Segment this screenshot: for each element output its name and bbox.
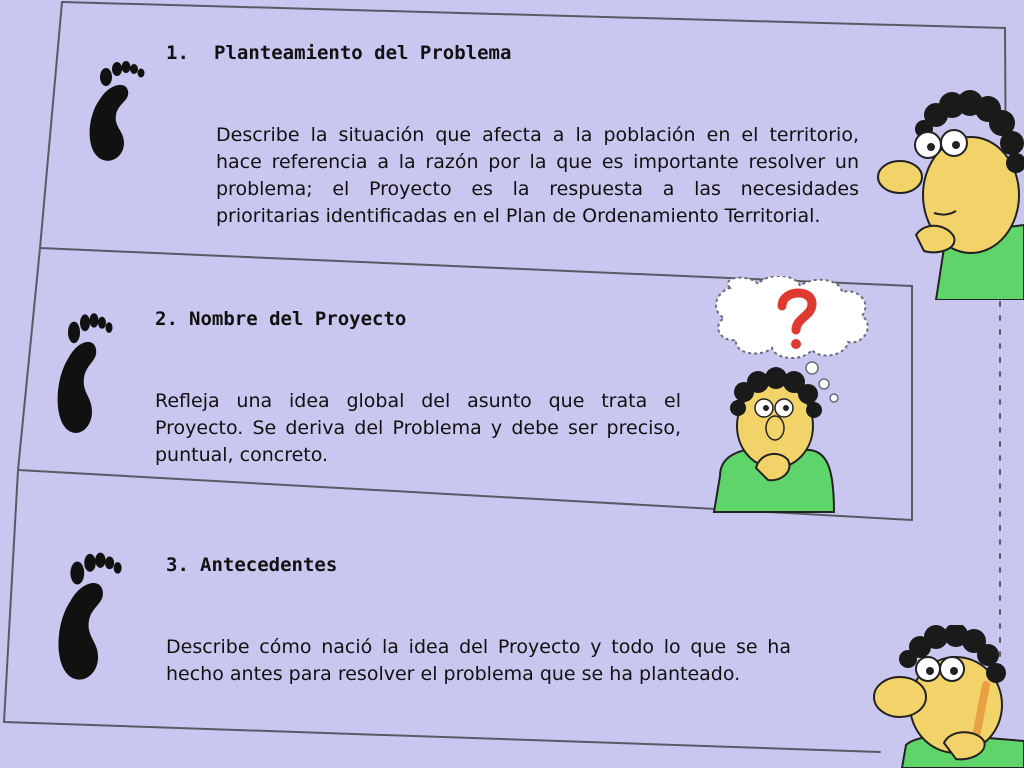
section-number: 2.: [155, 308, 178, 330]
section-number: 1.: [166, 42, 189, 64]
section-title: Antecedentes: [200, 554, 338, 576]
footprint-icon: [52, 306, 118, 438]
section-description: Refleja una idea global del asunto que trata el Proyecto. Se deriva del Problema y debe ser preciso, puntual, concreto.: [155, 390, 681, 466]
section-number: 3.: [166, 554, 189, 576]
section-title: Nombre del Proyecto: [189, 308, 407, 330]
section-heading: [166, 554, 337, 576]
thought-bubble-man-illustration: [700, 276, 910, 516]
section-heading: [155, 308, 406, 330]
section-title: Planteamiento del Problema: [214, 42, 512, 64]
section-description: Describe cómo nació la idea del Proyecto y todo lo que se ha hecho antes para resolver el problema que se ha planteado.: [166, 636, 791, 685]
section-heading: [166, 42, 511, 64]
thinking-man-illustration: [876, 85, 1024, 300]
footprint-icon: [84, 55, 150, 165]
footprint-icon: [52, 545, 128, 685]
section-description: Describe la situación que afecta a la población en el territorio, hace referencia a la razón por la que es importante resolver un problema; el Proyecto es la respuesta a las necesidades prioritarias identificadas en el Plan de Ordenamiento Territorial.: [216, 124, 859, 227]
pencil-man-illustration: [866, 625, 1024, 768]
